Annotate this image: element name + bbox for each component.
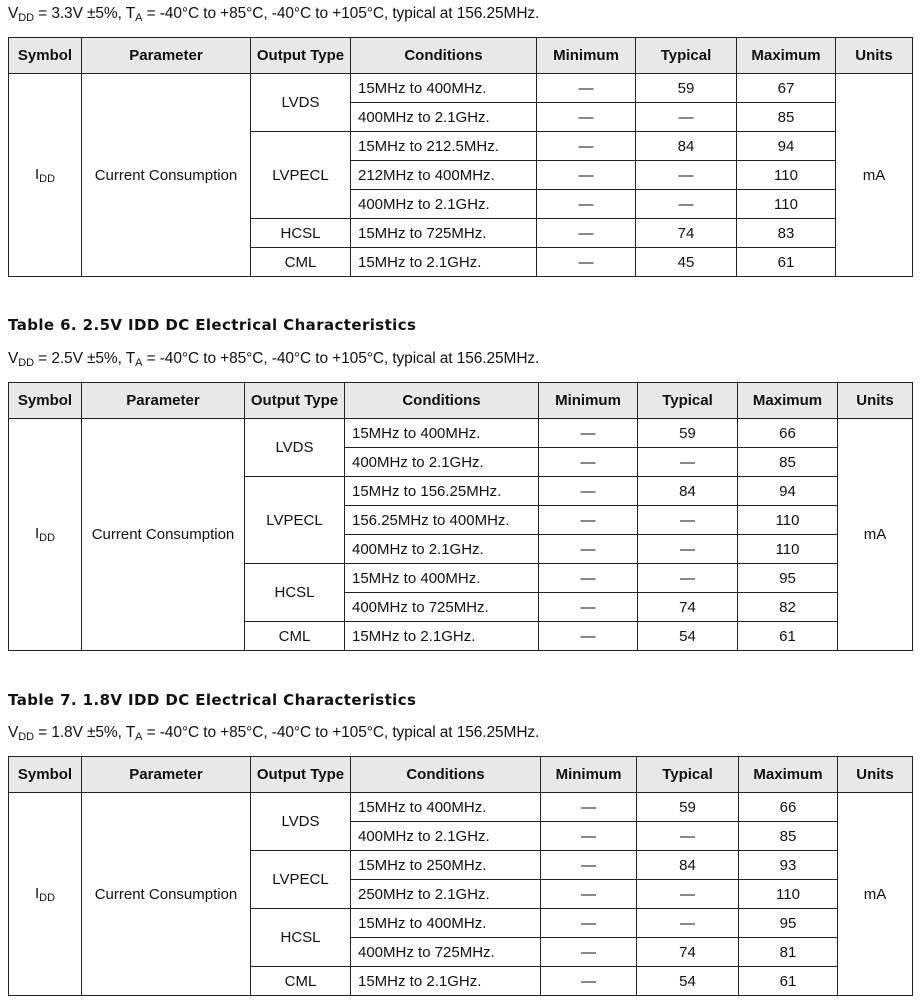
column-header: Units — [838, 757, 913, 793]
minimum-cell: — — [537, 248, 636, 277]
minimum-cell: — — [541, 880, 637, 909]
minimum-cell: — — [539, 477, 638, 506]
table-row — [9, 74, 913, 103]
typical-cell: 45 — [636, 248, 737, 277]
conditions-cell: 15MHz to 2.1GHz. — [351, 967, 541, 996]
parameter-cell: Current Consumption — [82, 74, 251, 277]
maximum-cell: 110 — [739, 880, 838, 909]
minimum-cell: — — [539, 564, 638, 593]
maximum-cell: 81 — [739, 938, 838, 967]
typical-cell: — — [637, 880, 739, 909]
idd-table-2v5 — [8, 382, 913, 651]
typical-cell: 84 — [636, 132, 737, 161]
maximum-cell: 66 — [739, 793, 838, 822]
conditions-cell: 15MHz to 250MHz. — [351, 851, 541, 880]
output-type-cell: HCSL — [251, 219, 351, 248]
supply-conditions-3v3: $V_{DD} = 3.3V \pm 5\%$, $T_A = -40^\circ C$ to +85°C, -40°C to +105°C, typical at 156.25MHz. — [8, 5, 540, 24]
table-row — [9, 793, 913, 822]
units-cell: mA — [836, 74, 913, 277]
maximum-cell: 110 — [737, 161, 836, 190]
column-header: Symbol — [9, 757, 82, 793]
column-header: Conditions — [345, 383, 539, 419]
symbol-cell: $I_{DD}$ — [9, 793, 82, 996]
conditions-cell: 15MHz to 400MHz. — [345, 564, 539, 593]
typical-cell: 54 — [638, 622, 738, 651]
maximum-cell: 61 — [739, 967, 838, 996]
table-row — [9, 419, 913, 448]
conditions-cell: 400MHz to 725MHz. — [351, 938, 541, 967]
units-cell: mA — [838, 793, 913, 996]
conditions-cell: 15MHz to 212.5MHz. — [351, 132, 537, 161]
output-type-cell: CML — [251, 248, 351, 277]
typical-cell: 59 — [636, 74, 737, 103]
column-header: Conditions — [351, 38, 537, 74]
output-type-cell: CML — [251, 967, 351, 996]
maximum-cell: 85 — [739, 822, 838, 851]
maximum-cell: 110 — [738, 535, 838, 564]
column-header: Maximum — [739, 757, 838, 793]
column-header: Units — [838, 383, 913, 419]
idd-table-1v8 — [8, 756, 913, 996]
maximum-cell: 93 — [739, 851, 838, 880]
typical-cell: — — [636, 103, 737, 132]
minimum-cell: — — [541, 938, 637, 967]
conditions-cell: 400MHz to 2.1GHz. — [351, 103, 537, 132]
conditions-cell: 250MHz to 2.1GHz. — [351, 880, 541, 909]
typical-cell: 59 — [637, 793, 739, 822]
conditions-cell: 400MHz to 2.1GHz. — [351, 190, 537, 219]
column-header: Typical — [638, 383, 738, 419]
column-header: Maximum — [738, 383, 838, 419]
column-header: Output Type — [251, 757, 351, 793]
typical-cell: — — [636, 190, 737, 219]
minimum-cell: — — [541, 793, 637, 822]
idd-table-3v3 — [8, 37, 913, 277]
maximum-cell: 61 — [737, 248, 836, 277]
column-header: Typical — [636, 38, 737, 74]
minimum-cell: — — [539, 419, 638, 448]
maximum-cell: 61 — [738, 622, 838, 651]
minimum-cell: — — [541, 851, 637, 880]
minimum-cell: — — [537, 219, 636, 248]
column-header: Minimum — [541, 757, 637, 793]
typical-cell: — — [637, 909, 739, 938]
table-title-1v8: Table 7. 1.8V IDD DC Electrical Characteristics — [8, 691, 417, 709]
conditions-cell: 15MHz to 725MHz. — [351, 219, 537, 248]
output-type-cell: HCSL — [245, 564, 345, 622]
output-type-cell: LVPECL — [251, 132, 351, 219]
typical-cell: 74 — [636, 219, 737, 248]
column-header: Parameter — [82, 383, 245, 419]
minimum-cell: — — [537, 132, 636, 161]
minimum-cell: — — [539, 506, 638, 535]
column-header: Symbol — [9, 38, 82, 74]
conditions-cell: 400MHz to 2.1GHz. — [345, 535, 539, 564]
typical-cell: — — [638, 448, 738, 477]
conditions-cell: 400MHz to 725MHz. — [345, 593, 539, 622]
minimum-cell: — — [539, 535, 638, 564]
minimum-cell: — — [539, 448, 638, 477]
column-header: Parameter — [82, 757, 251, 793]
maximum-cell: 110 — [738, 506, 838, 535]
typical-cell: 54 — [637, 967, 739, 996]
conditions-cell: 400MHz to 2.1GHz. — [345, 448, 539, 477]
conditions-cell: 400MHz to 2.1GHz. — [351, 822, 541, 851]
column-header: Parameter — [82, 38, 251, 74]
conditions-cell: 156.25MHz to 400MHz. — [345, 506, 539, 535]
output-type-cell: LVDS — [251, 793, 351, 851]
output-type-cell: LVDS — [245, 419, 345, 477]
maximum-cell: 66 — [738, 419, 838, 448]
maximum-cell: 67 — [737, 74, 836, 103]
column-header: Typical — [637, 757, 739, 793]
column-header: Symbol — [9, 383, 82, 419]
minimum-cell: — — [537, 103, 636, 132]
table-title-2v5: Table 6. 2.5V IDD DC Electrical Characteristics — [8, 316, 417, 334]
conditions-cell: 15MHz to 156.25MHz. — [345, 477, 539, 506]
typical-cell: 84 — [637, 851, 739, 880]
typical-cell: 74 — [638, 593, 738, 622]
symbol-cell: $I_{DD}$ — [9, 74, 82, 277]
maximum-cell: 85 — [738, 448, 838, 477]
column-header: Minimum — [539, 383, 638, 419]
column-header: Minimum — [537, 38, 636, 74]
maximum-cell: 85 — [737, 103, 836, 132]
output-type-cell: LVPECL — [251, 851, 351, 909]
typical-cell: — — [638, 506, 738, 535]
output-type-cell: LVDS — [251, 74, 351, 132]
symbol-cell: $I_{DD}$ — [9, 419, 82, 651]
supply-conditions-2v5: $V_{DD} = 2.5V \pm 5\%$, $T_A = -40^\circ C$ to +85°C, -40°C to +105°C, typical at 156.25MHz. — [8, 350, 540, 369]
column-header: Conditions — [351, 757, 541, 793]
minimum-cell: — — [537, 161, 636, 190]
units-cell: mA — [838, 419, 913, 651]
minimum-cell: — — [541, 822, 637, 851]
typical-cell: 84 — [638, 477, 738, 506]
conditions-cell: 15MHz to 2.1GHz. — [351, 248, 537, 277]
maximum-cell: 83 — [737, 219, 836, 248]
minimum-cell: — — [537, 190, 636, 219]
minimum-cell: — — [537, 74, 636, 103]
column-header: Output Type — [251, 38, 351, 74]
output-type-cell: LVPECL — [245, 477, 345, 564]
conditions-cell: 212MHz to 400MHz. — [351, 161, 537, 190]
typical-cell: — — [638, 564, 738, 593]
conditions-cell: 15MHz to 400MHz. — [351, 909, 541, 938]
minimum-cell: — — [539, 593, 638, 622]
conditions-cell: 15MHz to 2.1GHz. — [345, 622, 539, 651]
column-header: Units — [836, 38, 913, 74]
typical-cell: — — [636, 161, 737, 190]
parameter-cell: Current Consumption — [82, 793, 251, 996]
output-type-cell: HCSL — [251, 909, 351, 967]
maximum-cell: 94 — [737, 132, 836, 161]
typical-cell: — — [637, 822, 739, 851]
typical-cell: — — [638, 535, 738, 564]
column-header: Output Type — [245, 383, 345, 419]
parameter-cell: Current Consumption — [82, 419, 245, 651]
minimum-cell: — — [539, 622, 638, 651]
minimum-cell: — — [541, 909, 637, 938]
conditions-cell: 15MHz to 400MHz. — [345, 419, 539, 448]
column-header: Maximum — [737, 38, 836, 74]
typical-cell: 74 — [637, 938, 739, 967]
conditions-cell: 15MHz to 400MHz. — [351, 793, 541, 822]
typical-cell: 59 — [638, 419, 738, 448]
minimum-cell: — — [541, 967, 637, 996]
maximum-cell: 95 — [739, 909, 838, 938]
supply-conditions-1v8: $V_{DD} = 1.8V \pm 5\%$, $T_A = -40^\circ C$ to +85°C, -40°C to +105°C, typical at 156.25MHz. — [8, 724, 540, 743]
maximum-cell: 94 — [738, 477, 838, 506]
maximum-cell: 95 — [738, 564, 838, 593]
maximum-cell: 110 — [737, 190, 836, 219]
conditions-cell: 15MHz to 400MHz. — [351, 74, 537, 103]
output-type-cell: CML — [245, 622, 345, 651]
maximum-cell: 82 — [738, 593, 838, 622]
